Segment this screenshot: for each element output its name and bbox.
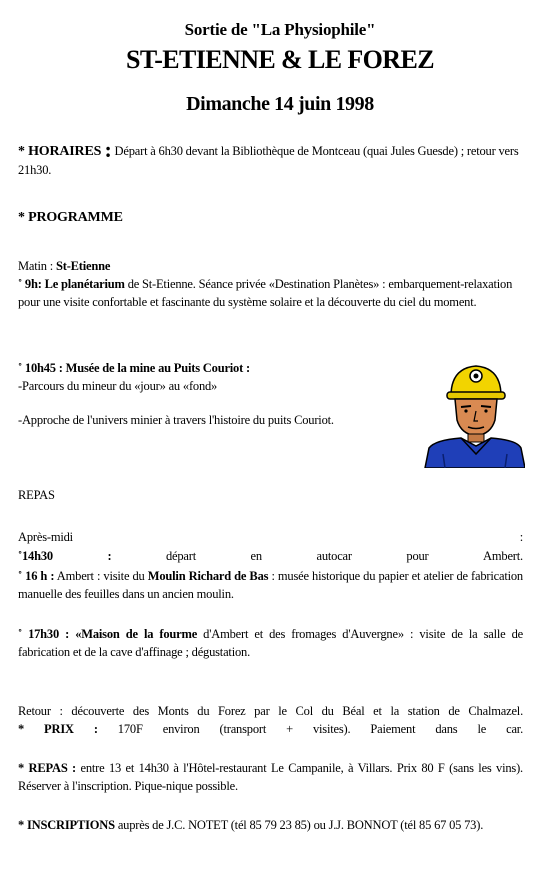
prix-paragraph [18,720,523,738]
apresmidi-label: Après-midi [18,530,73,544]
item3-word: départ [165,549,196,563]
inscriptions-label: * INSCRIPTIONS [18,818,115,832]
horaires-label: * HORAIRES [18,144,105,159]
retour-line: Retour : découverte des Monts du Forez par le Col du Béal et la station de Chalmazel. [18,704,523,718]
event-date: Dimanche 14 juin 1998 [186,93,374,115]
horaires-text: Départ à 6h30 devant la Bibliothèque de Montceau (quai Jules Guesde) ; retour vers 21h30. [18,144,519,177]
repas-heading: REPAS [18,488,55,502]
apresmidi-colon: : [519,530,523,544]
repas-label: * REPAS : [18,761,77,775]
inscriptions-paragraph [18,816,523,834]
apresmidi-line [18,528,523,546]
item4-paragraph: ˚ 16 h : Ambert : visite du Moulin Richard de Bas : musée historique du papier et atelier de fabrication manuelle des feuilles dans un ancien moulin. [18,569,523,601]
prix-text: 170F environ (transport + visites). Paiement dans le car. [97,722,523,736]
matin-paragraph [18,257,523,311]
item3-word: autocar [316,549,352,563]
item5-place: Maison de la fourme [81,627,198,641]
item3-word: Ambert. [483,549,523,563]
item2-line2: -Approche de l'univers minier à travers l'histoire du puits Couriot. [18,413,334,427]
item5-paragraph: ˚ 17h30 : «Maison de la fourme d'Ambert et des fromages d'Auvergne» : visite de la salle de fabrication et de la cave d'affinage ; dégustation. [18,627,523,659]
document-title: ST-ETIENNE & LE FOREZ [126,45,434,74]
document-subtitle: Sortie de "La Physiophile" [184,20,376,39]
item4-place: Moulin Richard de Bas [147,569,269,583]
repas-paragraph [18,759,523,795]
item3-word: pour [406,549,429,563]
prix-label: * PRIX : [18,722,98,736]
item5-time: ˚ 17h30 : « [18,627,82,641]
matin-place: St-Etienne [55,259,111,273]
item2-line1: -Parcours du mineur du «jour» au «fond» [18,379,218,393]
programme-heading: * PROGRAMME [18,210,123,225]
matin-label: Matin : [18,259,56,273]
inscriptions-text: auprès de J.C. NOTET (tél 85 79 23 85) ou J.J. BONNOT (tél 85 67 05 73). [114,818,484,832]
horaires-colon: : [104,137,112,162]
item4-time: ˚ 16 h : [18,569,55,583]
item3-word: en [250,549,262,563]
item3-line [18,547,523,565]
horaires-paragraph [18,137,523,179]
repas-text: entre 13 et 14h30 à l'Hôtel-restaurant Le Campanile, à Villars. Prix 80 F (sans les vins). Réserver à l'inscription. Pique-nique possible. [18,761,523,793]
item2-title: ˚ 10h45 : Musée de la mine au Puits Couriot : [18,361,250,375]
item1-time: ˚ 9h: Le planétarium [18,277,125,291]
item1-text: de St-Etienne. Séance privée «Destination Planètes» : embarquement-relaxation pour une visite confortable et fascinante du système solaire et la découverte du ciel du moment. [18,277,513,309]
item3-word: ˚14h30 [18,549,53,563]
miner-illustration [421,358,525,468]
item3-word: : [107,549,112,563]
